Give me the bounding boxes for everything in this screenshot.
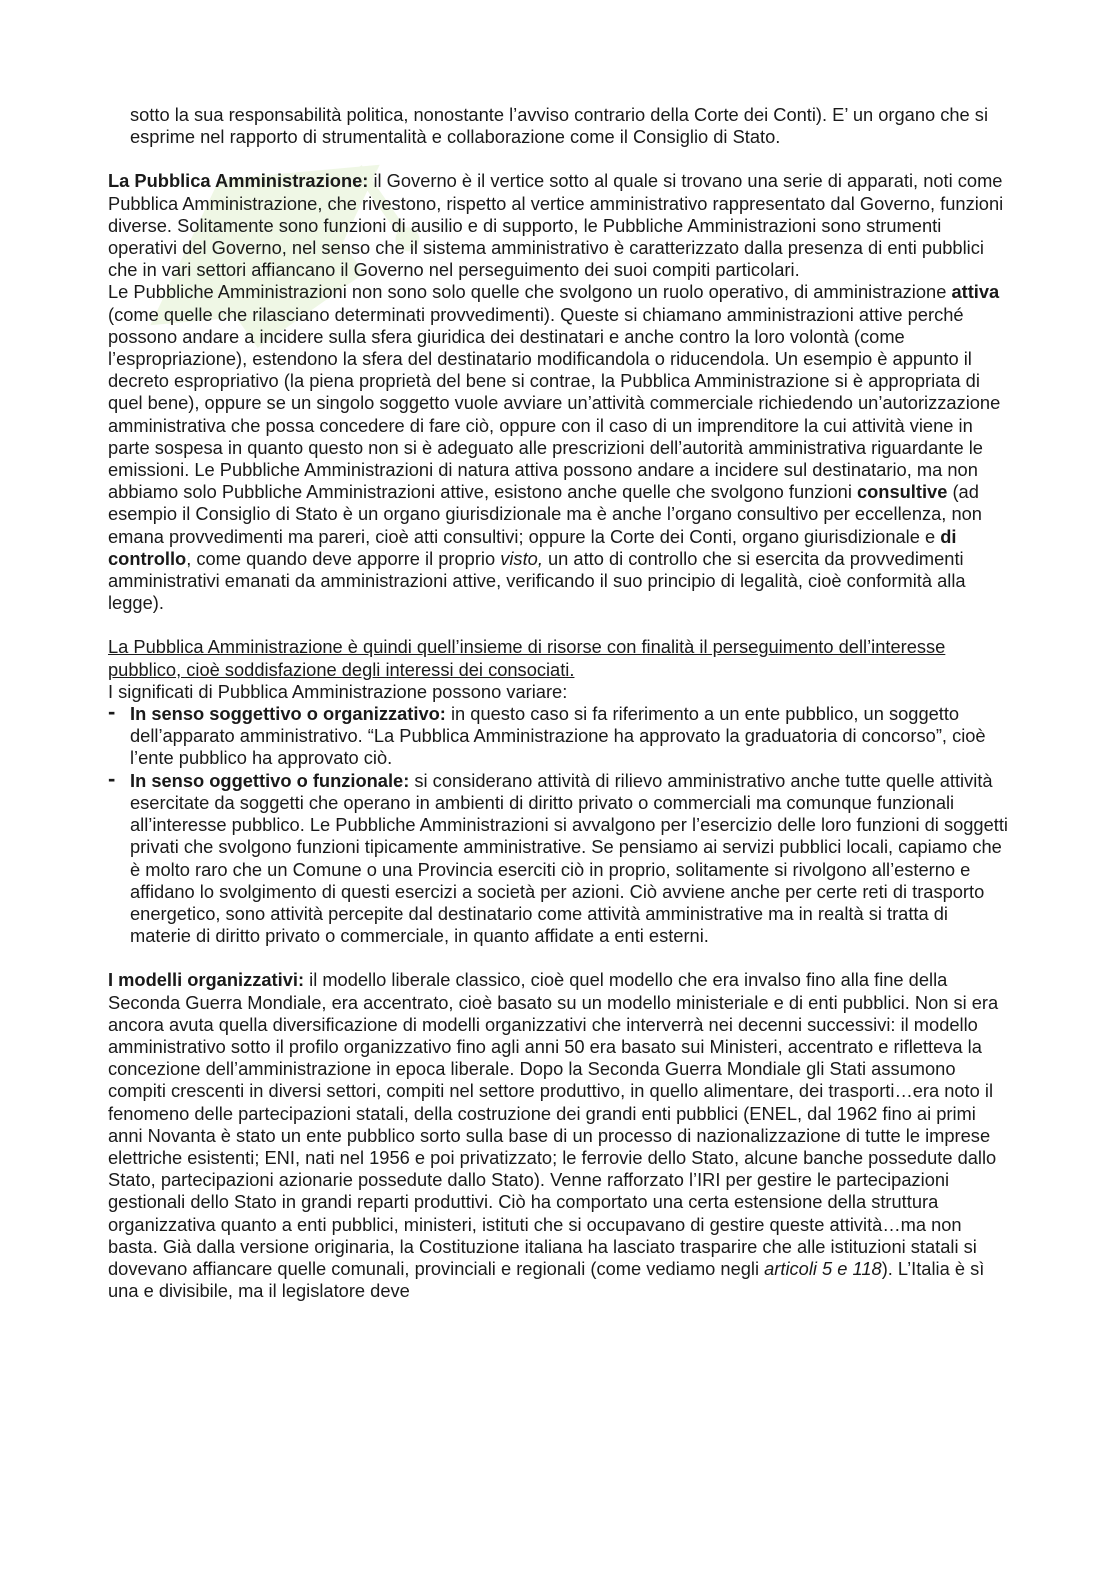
list-item-term: In senso soggettivo o organizzativo: <box>130 703 446 725</box>
list-item-text: in questo caso si fa riferimento a un ente pubblico, un soggetto dell’apparato amministrativo. “La Pubblica Amministrazione ha approvato la graduatoria di concorso”, cioè l’ente pubblico ha approvato ciò. <box>130 703 986 769</box>
models-paragraph <box>108 969 1008 1302</box>
document-body <box>108 104 1008 1302</box>
models-heading: I modelli organizzativi: <box>108 969 305 991</box>
term-di-controllo: di controllo <box>108 525 957 569</box>
pa-types-text: un atto di controllo che si esercita da provvedimenti amministrativi emanati da amministrazioni attive, verificando il suo principio di legalità, cioè conformità alla legge). <box>108 547 966 614</box>
pa-heading: La Pubblica Amministrazione: <box>108 170 369 192</box>
pa-types-text: (come quelle che rilasciano determinati provvedimenti). Queste si chiamano amministrazioni attive perché possono andare a incidere sulla sfera giuridica dei destinatari e anche contro la loro volontà (come l’espropriazione), estendono la sfera del destinatario modificandola o riducendola. Un esempio è appunto il decreto espropriativo (la piena proprietà del bene si contrae, la Pubblica Amministrazione si è appropriata di quel bene), oppure se un singolo soggetto vuole avviare un’attività commerciale richiedendo un’autorizzazione amministrativa che possa concedere di fare ciò, oppure con il caso di un imprenditore la cui attività viene in parte sospesa in quanto questo non si è adeguato alle prescrizioni dell’autorità amministrativa riguardante le emissioni. Le Pubbliche Amministrazioni di natura attiva possono andare a incidere sul destinatario, ma non abbiamo solo Pubbliche Amministrazioni attive, esistono anche quelle che svolgono funzioni <box>108 303 1001 503</box>
pa-types-paragraph <box>108 281 1008 614</box>
meanings-list <box>108 703 1008 947</box>
list-item <box>108 770 1008 948</box>
pa-text: il Governo è il vertice sotto al quale si trovano una serie di apparati, noti come Pubblica Amministrazione, che rivestono, rispetto al vertice amministrativo rappresentato dal Governo, funzioni diverse. Solitamente sono funzioni di ausilio e di supporto, le Pubbliche Amministrazioni sono strumenti operativi del Governo, nel senso che il sistema amministrativo è caratterizzato dalla presenza di enti pubblici che in vari settori affiancano il Governo nel perseguimento dei suoi compiti particolari. <box>108 170 1004 281</box>
intro-text: sotto la sua responsabilità politica, nonostante l’avviso contrario della Corte dei Conti). E’ un organo che si esprime nel rapporto di strumentalità e collaborazione come il Consiglio di Stato. <box>130 104 989 148</box>
pa-types-text: , come quando deve apporre il proprio <box>186 547 501 569</box>
definition-paragraph <box>108 636 1008 680</box>
intro-paragraph <box>108 104 1008 148</box>
pa-paragraph <box>108 170 1008 281</box>
list-item <box>108 703 1008 770</box>
definition-lead: I significati di Pubblica Amministrazione possono variare: <box>108 680 568 702</box>
term-attiva: attiva <box>951 281 1000 303</box>
definition-underlined: La Pubblica Amministrazione è quindi quell’insieme di risorse con finalità il perseguimento dell’interesse pubblico, cioè soddisfazione degli interessi dei consociati. <box>108 636 946 680</box>
pa-types-text: Le Pubbliche Amministrazioni non sono solo quelle che svolgono un ruolo operativo, di amministrazione <box>108 281 952 303</box>
list-item-term: In senso oggettivo o funzionale: <box>130 769 410 791</box>
term-visto: visto, <box>500 547 543 569</box>
models-text: il modello liberale classico, cioè quel modello che era invalso fino alla fine della Seconda Guerra Mondiale, era accentrato, cioè basato su un modello ministeriale e di enti pubblici. Non si era ancora avuta quella diversificazione di modelli organizzativi che interverrà nei decenni successivi: il modello amministrativo sotto il profilo organizzativo fino agli anni 50 era basato sui Ministeri, accentrato e rifletteva la concezione dell’amministrazione in epoca liberale. Dopo la Seconda Guerra Mondiale gli Stati assumono compiti crescenti in diversi settori, compiti nel settore produttivo, in quello alimentare, dei trasporti…era noto il fenomeno delle partecipazioni statali, della costruzione dei grandi enti pubblici (ENEL, dal 1962 fino ai primi anni Novanta è stato un ente pubblico sorto sulla base di un processo di nazionalizzazione di tutte le imprese elettriche esistenti; ENI, nati nel 1956 e poi privatizzato; le ferrovie dello Stato, alcune banche possedute dallo Stato, partecipazioni azionarie possedute dallo Stato). Venne rafforzato l’IRI per gestire le partecipazioni gestionali dello Stato in grandi reparti produttivi. Ciò ha comportato una certa estensione della struttura organizzativa quanto a enti pubblici, ministeri, istituti che si occupavano di gestire queste attività…ma non basta. Già dalla versione originaria, la Costituzione italiana ha lasciato trasparire che alle istituzioni statali si dovevano affiancare quelle comunali, provinciali e regionali (come vediamo negli <box>108 969 999 1279</box>
pa-types-text: (ad esempio il Consiglio di Stato è un organo giurisdizionale ma è anche l’organo consultivo per eccellenza, non emana provvedimenti ma pareri, cioè atti consultivi; oppure la Corte dei Conti, organo giurisdizionale e <box>108 481 982 547</box>
list-item-text: si considerano attività di rilievo amministrativo anche tutte quelle attività esercitate da soggetti che operano in ambienti di diritto privato o commerciali ma comunque funzionali all’interesse pubblico. Le Pubbliche Amministrazioni si avvalgono per l’esercizio delle loro funzioni di soggetti privati che svolgono funzioni tipicamente amministrative. Se pensiamo ai servizi pubblici locali, capiamo che è molto raro che un Comune o una Provincia eserciti ciò in proprio, solitamente si rivolgono all’esterno e affidano lo svolgimento di questi esercizi a società per azioni. Ciò avviene anche per certe reti di trasporto energetico, sono attività percepite dal destinatario come attività amministrative ma in realtà si tratta di materie di diritto privato o commerciale, in quanto affidate a enti esterni. <box>130 769 1008 947</box>
articles-reference: articoli 5 e 118 <box>764 1257 882 1279</box>
term-consultive: consultive <box>856 481 948 503</box>
models-text: ). L’Italia è sì una e divisibile, ma il legislatore deve <box>108 1257 985 1302</box>
